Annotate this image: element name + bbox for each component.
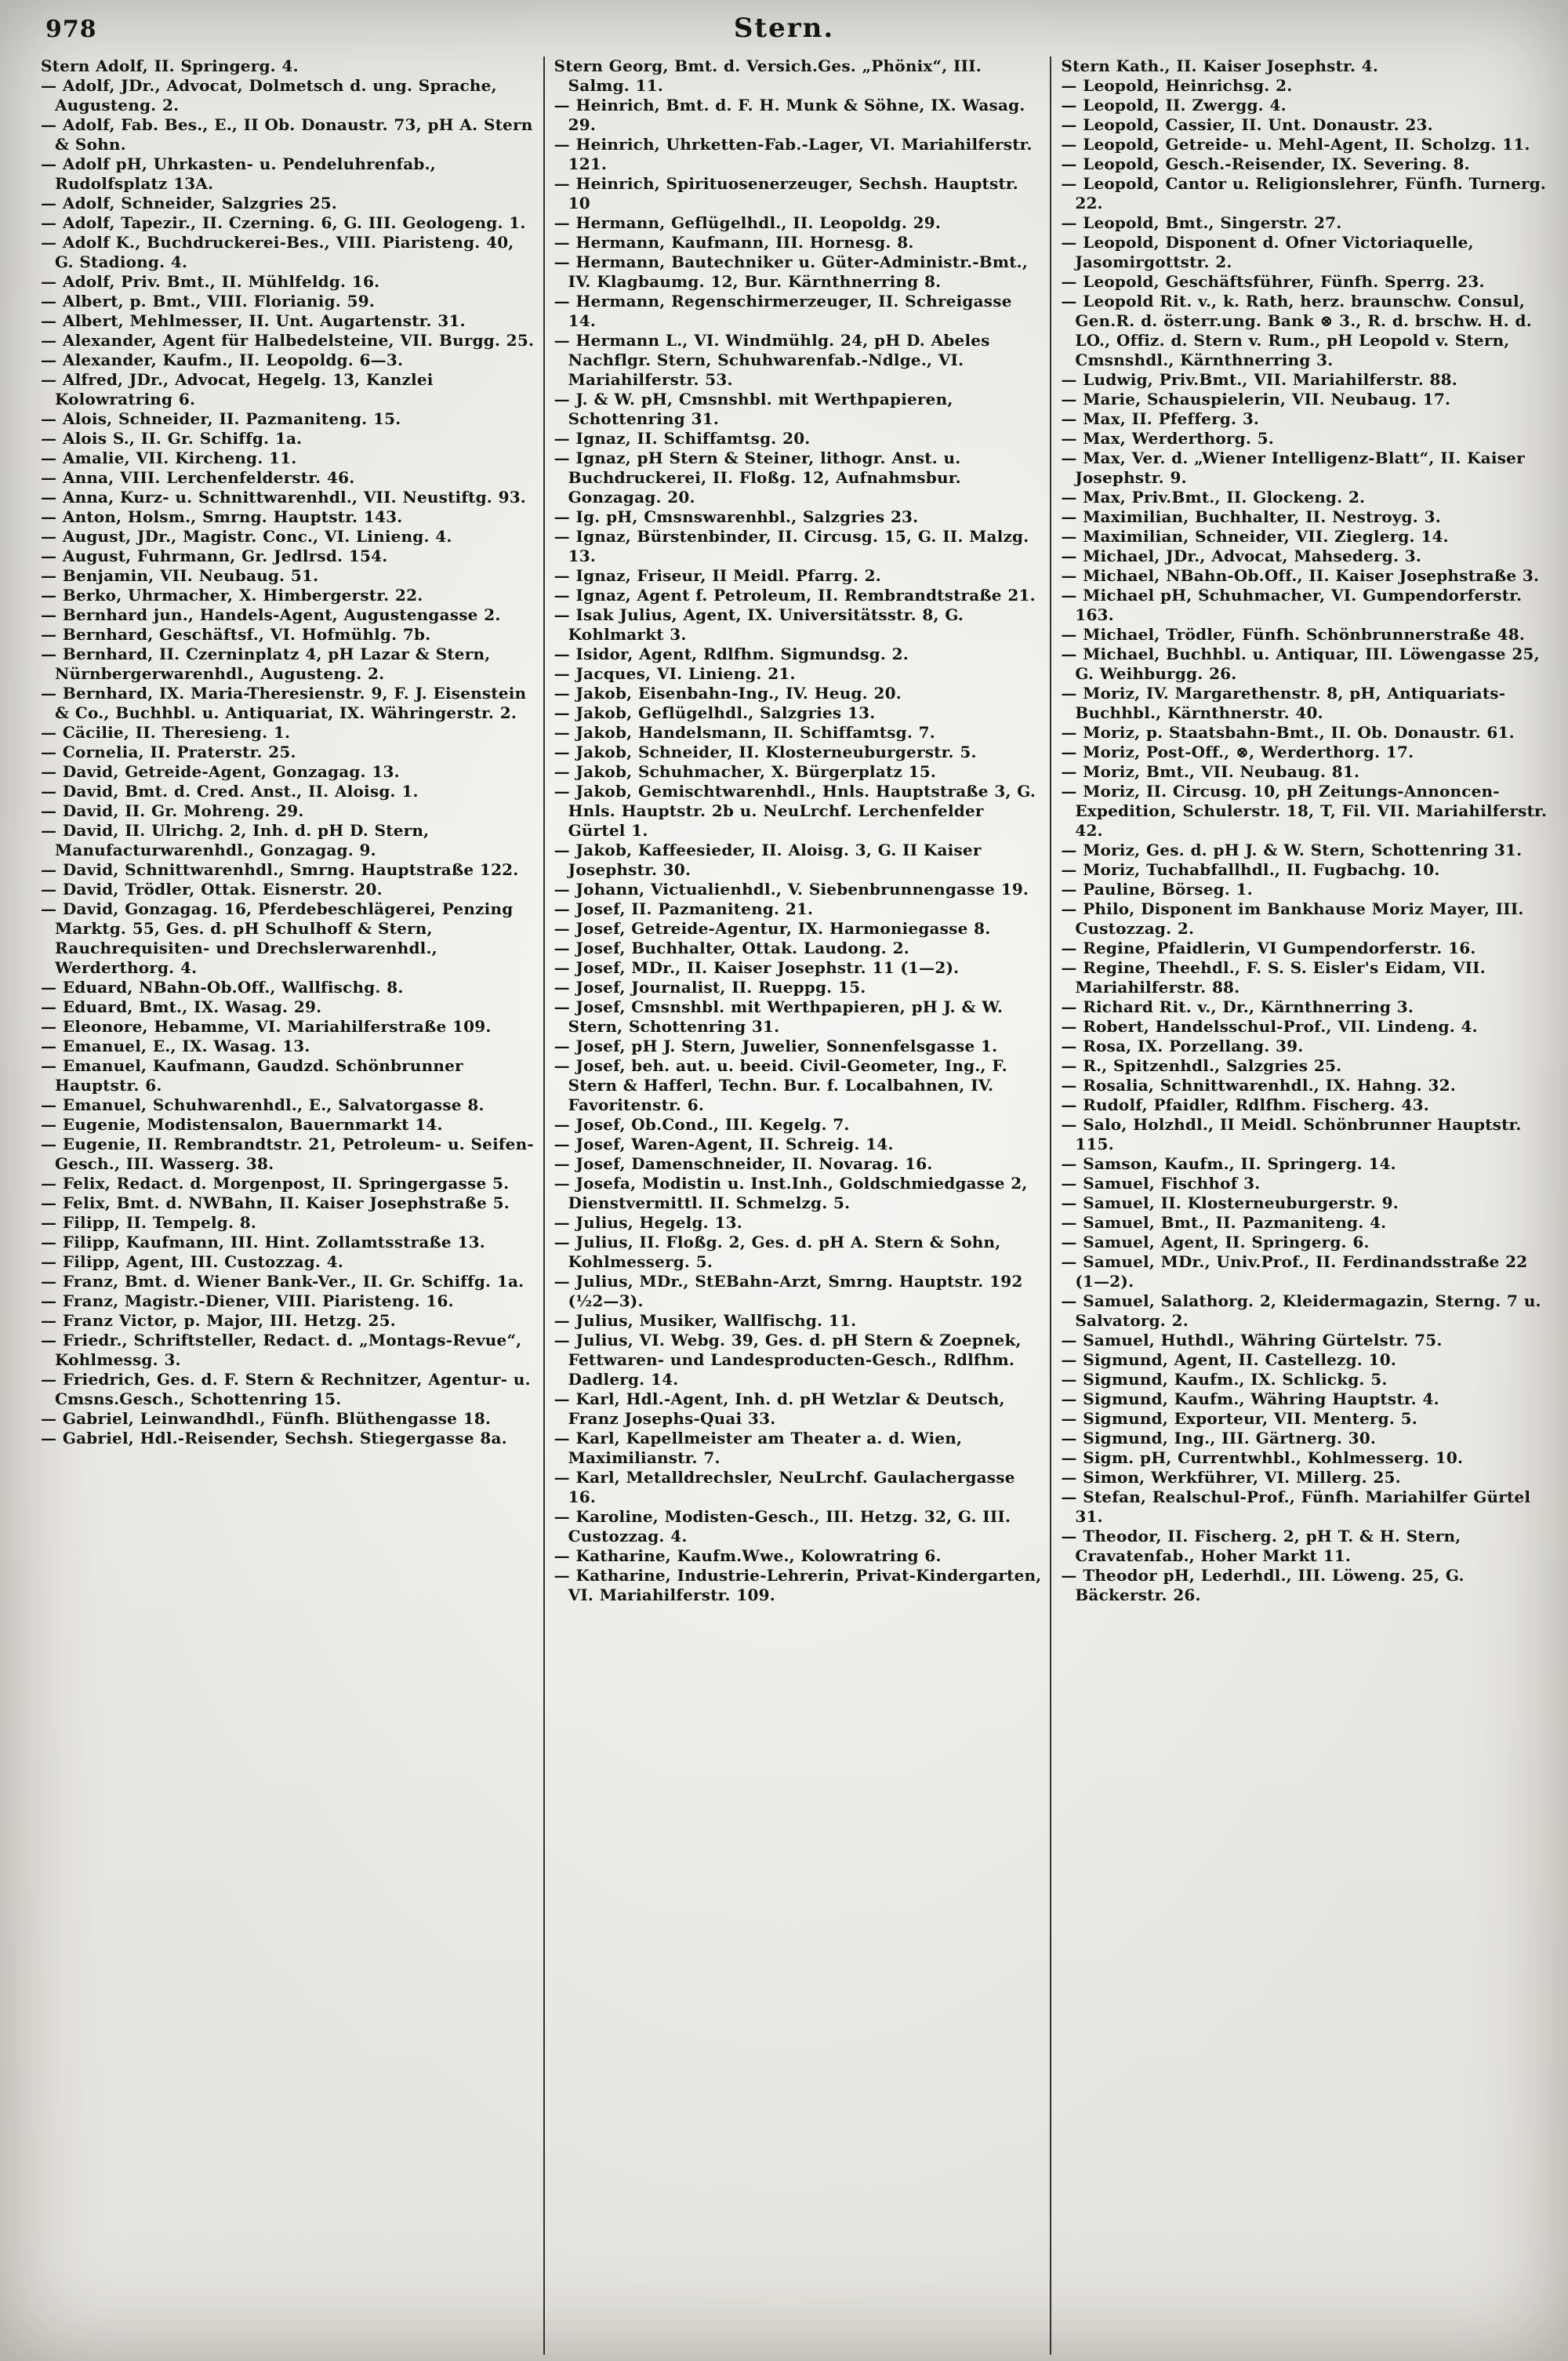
directory-entry: — Karoline, Modisten-Gesch., III. Hetzg. 32, G. III. Custozzag. 4. xyxy=(554,1507,1011,1546)
directory-entry: — Eduard, Bmt., IX. Wasag. 29. xyxy=(41,997,322,1016)
directory-entry: — Moriz, II. Circusg. 10, pH Zeitungs-Annoncen-Expedition, Schulerstr. 18, T, Fil. VII. Mariahilferstr. 42. xyxy=(1061,782,1548,840)
directory-entry: — Gabriel, Hdl.-Reisender, Sechsh. Stiegergasse 8a. xyxy=(41,1429,507,1447)
directory-entry: — Josef, pH J. Stern, Juwelier, Sonnenfelsgasse 1. xyxy=(554,1037,998,1055)
directory-entry: — Leopold, Gesch.-Reisender, IX. Severing. 8. xyxy=(1061,154,1470,173)
directory-entry: — Stefan, Realschul-Prof., Fünfh. Mariahilfer Gürtel 31. xyxy=(1061,1487,1531,1526)
directory-entry: — Franz Victor, p. Major, III. Hetzg. 25. xyxy=(41,1311,396,1330)
directory-entry: — Sigmund, Kaufm., IX. Schlickg. 5. xyxy=(1061,1370,1388,1389)
directory-entry: — Josef, Buchhalter, Ottak. Laudong. 2. xyxy=(554,939,909,957)
directory-entry: — Albert, Mehlmesser, II. Unt. Augartenstr. 31. xyxy=(41,311,466,330)
directory-entry: — Eduard, NBahn-Ob.Off., Wallfischg. 8. xyxy=(41,978,404,997)
directory-entry: — Adolf, Tapezir., II. Czerning. 6, G. III. Geologeng. 1. xyxy=(41,213,526,232)
directory-entry: — Filipp, Kaufmann, III. Hint. Zollamtsstraße 13. xyxy=(41,1233,485,1251)
directory-entry: — Michael, NBahn-Ob.Off., II. Kaiser Josephstraße 3. xyxy=(1061,566,1540,585)
directory-entry: — Albert, p. Bmt., VIII. Florianig. 59. xyxy=(41,292,375,311)
directory-entry: — Karl, Kapellmeister am Theater a. d. Wien, Maximilianstr. 7. xyxy=(554,1429,963,1467)
directory-entry: — Anton, Holsm., Smrng. Hauptstr. 143. xyxy=(41,507,403,526)
directory-entry: — David, Getreide-Agent, Gonzagag. 13. xyxy=(41,762,400,781)
directory-entry: — Jakob, Eisenbahn-Ing., IV. Heug. 20. xyxy=(554,684,902,703)
directory-entry: — Anna, VIII. Lerchenfelderstr. 46. xyxy=(41,468,355,487)
directory-entry: — Ignaz, pH Stern & Steiner, lithogr. Anst. u. Buchdruckerei, II. Floßg. 12, Aufnahmsbur. Gonzagag. 20. xyxy=(554,449,961,507)
directory-entry: — Theodor pH, Lederhdl., III. Löweng. 25, G. Bäckerstr. 26. xyxy=(1061,1566,1465,1604)
directory-entry: — Leopold, Cassier, II. Unt. Donaustr. 23. xyxy=(1061,115,1433,134)
directory-entry: — Adolf K., Buchdruckerei-Bes., VIII. Piaristeng. 40, G. Stadiong. 4. xyxy=(41,233,514,271)
directory-entry: — Marie, Schauspielerin, VII. Neubaug. 17. xyxy=(1061,390,1451,409)
directory-entry: Stern Kath., II. Kaiser Josephstr. 4. xyxy=(1061,56,1379,75)
directory-entry: — Samuel, Fischhof 3. xyxy=(1061,1174,1261,1193)
directory-entry: — Bernhard, Geschäftsf., VI. Hofmühlg. 7b. xyxy=(41,625,431,644)
directory-entry: — Josef, II. Pazmaniteng. 21. xyxy=(554,899,814,918)
directory-entry: — David, II. Ulrichg. 2, Inh. d. pH D. Stern, Manufacturwarenhdl., Gonzagag. 9. xyxy=(41,821,430,859)
directory-entry: — Michael, Trödler, Fünfh. Schönbrunnerstraße 48. xyxy=(1061,625,1525,644)
directory-entry: — Robert, Handelsschul-Prof., VII. Lindeng. 4. xyxy=(1061,1017,1478,1036)
directory-entry: — Jacques, VI. Linieng. 21. xyxy=(554,664,796,683)
directory-entry: — Samuel, Salathorg. 2, Kleidermagazin, Sterng. 7 u. Salvatorg. 2. xyxy=(1061,1291,1541,1330)
directory-entry: — Franz, Bmt. d. Wiener Bank-Ver., II. Gr. Schiffg. 1a. xyxy=(41,1272,524,1291)
directory-entry: — Maximilian, Schneider, VII. Zieglerg. 14. xyxy=(1061,527,1449,546)
directory-entry: — Julius, MDr., StEBahn-Arzt, Smrng. Hauptstr. 192 (½2—3). xyxy=(554,1272,1023,1310)
directory-entry: — Adolf, Schneider, Salzgries 25. xyxy=(41,194,338,212)
directory-entry: — Filipp, II. Tempelg. 8. xyxy=(41,1213,257,1232)
directory-entry: — Max, Ver. d. „Wiener Intelligenz-Blatt“, II. Kaiser Josephstr. 9. xyxy=(1061,449,1525,487)
directory-entry: — Eugenie, II. Rembrandtstr. 21, Petroleum- u. Seifen-Gesch., III. Wasserg. 38. xyxy=(41,1135,534,1173)
directory-entry: — Moriz, p. Staatsbahn-Bmt., II. Ob. Donaustr. 61. xyxy=(1061,723,1515,742)
directory-entry: — Friedr., Schriftsteller, Redact. d. „Montags-Revue“, Kohlmessg. 3. xyxy=(41,1331,522,1369)
directory-entry: — Moriz, Ges. d. pH J. & W. Stern, Schottenring 31. xyxy=(1061,841,1523,859)
directory-column-2 xyxy=(543,56,1051,2355)
directory-entry: — Cornelia, II. Praterstr. 25. xyxy=(41,743,296,761)
directory-entry: — David, Bmt. d. Cred. Anst., II. Aloisg. 1. xyxy=(41,782,419,801)
directory-entry: — Regine, Theehdl., F. S. S. Eisler's Eidam, VII. Mariahilferstr. 88. xyxy=(1061,958,1486,997)
directory-entry: — Filipp, Agent, III. Custozzag. 4. xyxy=(41,1252,344,1271)
directory-entry: — Katharine, Industrie-Lehrerin, Privat-Kindergarten, VI. Mariahilferstr. 109. xyxy=(554,1566,1042,1604)
directory-entry: — Leopold, Disponent d. Ofner Victoriaquelle, Jasomirgottstr. 2. xyxy=(1061,233,1474,271)
directory-entry: — Pauline, Börseg. 1. xyxy=(1061,880,1253,899)
directory-entry: — Leopold, Geschäftsführer, Fünfh. Sperrg. 23. xyxy=(1061,272,1485,291)
directory-entry: — Simon, Werkführer, VI. Millerg. 25. xyxy=(1061,1468,1401,1487)
directory-entry: — Felix, Bmt. d. NWBahn, II. Kaiser Josephstraße 5. xyxy=(41,1193,510,1212)
directory-entry: — Richard Rit. v., Dr., Kärnthnerring 3. xyxy=(1061,997,1414,1016)
directory-entry: — Julius, VI. Webg. 39, Ges. d. pH Stern & Zoepnek, Fettwaren- und Landesproducten-Gesch., Rdlfhm. Dadlerg. 14. xyxy=(554,1331,1022,1389)
directory-entry: — Ludwig, Priv.Bmt., VII. Mariahilferstr. 88. xyxy=(1061,370,1457,389)
directory-entry: — Bernhard, IX. Maria-Theresienstr. 9, F. J. Eisenstein & Co., Buchhbl. u. Antiquariat, IX. Währingerstr. 2. xyxy=(41,684,527,722)
directory-entry: — Leopold, Bmt., Singerstr. 27. xyxy=(1061,213,1342,232)
directory-entry: — Max, Priv.Bmt., II. Glockeng. 2. xyxy=(1061,488,1366,507)
directory-entry: — Samson, Kaufm., II. Springerg. 14. xyxy=(1061,1154,1396,1173)
directory-entry: — Emanuel, Schuhwarenhdl., E., Salvatorgasse 8. xyxy=(41,1095,485,1114)
directory-entry: — Julius, Hegelg. 13. xyxy=(554,1213,742,1232)
directory-entry: — Rosa, IX. Porzellang. 39. xyxy=(1061,1037,1304,1055)
directory-entry: — Eugenie, Modistensalon, Bauernmarkt 14. xyxy=(41,1115,443,1134)
directory-columns xyxy=(36,56,1557,2355)
directory-entry: — Julius, II. Floßg. 2, Ges. d. pH A. Stern & Sohn, Kohlmesserg. 5. xyxy=(554,1233,1001,1271)
directory-entry: Stern Georg, Bmt. d. Versich.Ges. „Phönix“, III. Salmg. 11. xyxy=(554,56,982,95)
directory-entry: — David, Schnittwarenhdl., Smrng. Hauptstraße 122. xyxy=(41,860,519,879)
directory-entry: — Felix, Redact. d. Morgenpost, II. Springergasse 5. xyxy=(41,1174,510,1193)
directory-entry: — Michael, JDr., Advocat, Mahsederg. 3. xyxy=(1061,547,1422,565)
directory-entry: — Leopold, II. Zwergg. 4. xyxy=(1061,96,1287,114)
directory-entry: — Josef, Getreide-Agentur, IX. Harmoniegasse 8. xyxy=(554,919,991,938)
directory-entry: — Franz, Magistr.-Diener, VIII. Piaristeng. 16. xyxy=(41,1291,454,1310)
directory-entry: — Salo, Holzhdl., II Meidl. Schönbrunner Hauptstr. 115. xyxy=(1061,1115,1522,1153)
directory-entry: — Alexander, Agent für Halbedelsteine, VII. Burgg. 25. xyxy=(41,331,535,350)
directory-entry: — Heinrich, Spirituosenerzeuger, Sechsh. Hauptstr. 10 xyxy=(554,174,1018,212)
directory-entry: — Heinrich, Bmt. d. F. H. Munk & Söhne, IX. Wasag. 29. xyxy=(554,96,1025,134)
directory-column-3 xyxy=(1050,56,1557,2355)
directory-entry: — Alfred, JDr., Advocat, Hegelg. 13, Kanzlei Kolowratring 6. xyxy=(41,370,434,409)
directory-entry: — Friedrich, Ges. d. F. Stern & Rechnitzer, Agentur- u. Cmsns.Gesch., Schottenring 15. xyxy=(41,1370,531,1408)
directory-entry: — Adolf, JDr., Advocat, Dolmetsch d. ung. Sprache, Augusteng. 2. xyxy=(41,76,497,114)
directory-entry: — Hermann, Geflügelhdl., II. Leopoldg. 29. xyxy=(554,213,942,232)
directory-entry: — Sigmund, Ing., III. Gärtnerg. 30. xyxy=(1061,1429,1377,1447)
directory-entry: — Maximilian, Buchhalter, II. Nestroyg. 3. xyxy=(1061,507,1441,526)
directory-entry: — Leopold, Getreide- u. Mehl-Agent, II. Scholzg. 11. xyxy=(1061,135,1530,154)
directory-entry: — Moriz, Post-Off., ⊗, Werderthorg. 17. xyxy=(1061,743,1414,761)
directory-entry: — Jakob, Handelsmann, II. Schiffamtsg. 7. xyxy=(554,723,935,742)
page-header xyxy=(0,13,1568,50)
directory-entry: — Josefa, Modistin u. Inst.Inh., Goldschmiedgasse 2, Dienstvermittl. II. Schmelzg. 5. xyxy=(554,1174,1028,1212)
directory-entry: — Jakob, Schuhmacher, X. Bürgerplatz 15. xyxy=(554,762,937,781)
directory-entry: — Hermann, Bautechniker u. Güter-Administr.-Bmt., IV. Klagbaumg. 12, Bur. Kärnthnerring 8. xyxy=(554,252,1028,291)
directory-entry: — Jakob, Gemischtwarenhdl., Hnls. Hauptstraße 3, G. Hnls. Hauptstr. 2b u. NeuLrchf. Lerchenfelder Gürtel 1. xyxy=(554,782,1036,840)
directory-entry: — Samuel, II. Klosterneuburgerstr. 9. xyxy=(1061,1193,1399,1212)
directory-entry: — Benjamin, VII. Neubaug. 51. xyxy=(41,566,319,585)
directory-entry: — Adolf, Fab. Bes., E., II Ob. Donaustr. 73, pH A. Stern & Sohn. xyxy=(41,115,533,154)
directory-entry: — Josef, Cmsnshbl. mit Werthpapieren, pH J. & W. Stern, Schottenring 31. xyxy=(554,997,1004,1036)
directory-entry: — Michael pH, Schuhmacher, VI. Gumpendorferstr. 163. xyxy=(1061,586,1523,624)
directory-entry: — Sigmund, Exporteur, VII. Menterg. 5. xyxy=(1061,1409,1417,1428)
directory-entry: — Ig. pH, Cmsnswarenhbl., Salzgries 23. xyxy=(554,507,919,526)
directory-entry: — Jakob, Geflügelhdl., Salzgries 13. xyxy=(554,703,876,722)
directory-entry: — R., Spitzenhdl., Salzgries 25. xyxy=(1061,1056,1342,1075)
directory-entry: — Isidor, Agent, Rdlfhm. Sigmundsg. 2. xyxy=(554,645,909,663)
directory-entry: — Johann, Victualienhdl., V. Siebenbrunnengasse 19. xyxy=(554,880,1029,899)
directory-entry: — Regine, Pfaidlerin, VI Gumpendorferstr. 16. xyxy=(1061,939,1476,957)
directory-entry: — Moriz, IV. Margarethenstr. 8, pH, Antiquariats-Buchhbl., Kärnthnerstr. 40. xyxy=(1061,684,1506,722)
directory-entry: — Josef, MDr., II. Kaiser Josephstr. 11 (1—2). xyxy=(554,958,960,977)
directory-entry: — August, Fuhrmann, Gr. Jedlrsd. 154. xyxy=(41,547,388,565)
directory-entry: — Sigmund, Agent, II. Castellezg. 10. xyxy=(1061,1350,1397,1369)
directory-entry: — Ignaz, Friseur, II Meidl. Pfarrg. 2. xyxy=(554,566,881,585)
directory-entry: — Josef, beh. aut. u. beeid. Civil-Geometer, Ing., F. Stern & Hafferl, Techn. Bur. f. Localbahnen, IV. Favoritenstr. 6. xyxy=(554,1056,1007,1114)
directory-entry: — Emanuel, E., IX. Wasag. 13. xyxy=(41,1037,310,1055)
directory-entry: — Samuel, Agent, II. Springerg. 6. xyxy=(1061,1233,1370,1251)
directory-entry: — Josef, Ob.Cond., III. Kegelg. 7. xyxy=(554,1115,850,1134)
directory-entry: — Alexander, Kaufm., II. Leopoldg. 6—3. xyxy=(41,351,404,369)
directory-entry: — Leopold Rit. v., k. Rath, herz. braunschw. Consul, Gen.R. d. österr.ung. Bank ⊗ 3., R. d. brschw. H. d. LO., Offiz. d. Stern v. Rum., pH Leopold v. Stern, Cmsnshdl., Kärnthnerring 3. xyxy=(1061,292,1532,369)
directory-entry: — Adolf, Priv. Bmt., II. Mühlfeldg. 16. xyxy=(41,272,380,291)
directory-entry: — Emanuel, Kaufmann, Gaudzd. Schönbrunner Hauptstr. 6. xyxy=(41,1056,463,1095)
directory-entry: — Max, II. Pfefferg. 3. xyxy=(1061,409,1260,428)
directory-entry: Stern Adolf, II. Springerg. 4. xyxy=(41,56,299,75)
directory-entry: — Alois S., II. Gr. Schiffg. 1a. xyxy=(41,429,303,448)
directory-entry: — Bernhard, II. Czerninplatz 4, pH Lazar & Stern, Nürnbergerwarenhdl., Augusteng. 2. xyxy=(41,645,491,683)
page-number: 978 xyxy=(45,16,97,43)
directory-entry: — Ignaz, II. Schiffamtsg. 20. xyxy=(554,429,811,448)
directory-entry: — Hermann, Kaufmann, III. Hornesg. 8. xyxy=(554,233,914,252)
directory-entry: — Adolf pH, Uhrkasten- u. Pendeluhrenfab., Rudolfsplatz 13A. xyxy=(41,154,436,193)
directory-entry: — David, II. Gr. Mohreng. 29. xyxy=(41,801,304,820)
directory-entry: — Hermann, Regenschirmerzeuger, II. Schreigasse 14. xyxy=(554,292,1012,330)
directory-entry: — Josef, Journalist, II. Rueppg. 15. xyxy=(554,978,866,997)
directory-entry: — Rudolf, Pfaidler, Rdlfhm. Fischerg. 43. xyxy=(1061,1095,1429,1114)
directory-entry: — Theodor, II. Fischerg. 2, pH T. & H. Stern, Cravatenfab., Hoher Markt 11. xyxy=(1061,1527,1461,1565)
directory-entry: — Karl, Metalldrechsler, NeuLrchf. Gaulachergasse 16. xyxy=(554,1468,1015,1506)
directory-entry: — Moriz, Bmt., VII. Neubaug. 81. xyxy=(1061,762,1360,781)
directory-entry: — Rosalia, Schnittwarenhdl., IX. Hahng. 32. xyxy=(1061,1076,1456,1095)
directory-entry: — Ignaz, Agent f. Petroleum, II. Rembrandtstraße 21. xyxy=(554,586,1036,605)
directory-entry: — Gabriel, Leinwandhdl., Fünfh. Blüthengasse 18. xyxy=(41,1409,492,1428)
directory-entry: — Jakob, Kaffeesieder, II. Aloisg. 3, G. II Kaiser Josephstr. 30. xyxy=(554,841,982,879)
directory-entry: — Philo, Disponent im Bankhause Moriz Mayer, III. Custozzag. 2. xyxy=(1061,899,1524,938)
directory-entry: — Hermann L., VI. Windmühlg. 24, pH D. Abeles Nachflgr. Stern, Schuhwarenfab.-Ndlge., VI. Mariahilferstr. 53. xyxy=(554,331,990,389)
directory-entry: — Samuel, Bmt., II. Pazmaniteng. 4. xyxy=(1061,1213,1387,1232)
directory-entry: — Jakob, Schneider, II. Klosterneuburgerstr. 5. xyxy=(554,743,977,761)
directory-entry: — Alois, Schneider, II. Pazmaniteng. 15. xyxy=(41,409,401,428)
directory-entry: — Berko, Uhrmacher, X. Himbergerstr. 22. xyxy=(41,586,423,605)
directory-entry: — Sigm. pH, Currentwhbl., Kohlmesserg. 10. xyxy=(1061,1448,1464,1467)
directory-entry: — Samuel, Huthdl., Währing Gürtelstr. 75. xyxy=(1061,1331,1443,1349)
directory-entry: — Julius, Musiker, Wallfischg. 11. xyxy=(554,1311,857,1330)
directory-entry: — Karl, Hdl.-Agent, Inh. d. pH Wetzlar & Deutsch, Franz Josephs-Quai 33. xyxy=(554,1389,1005,1428)
directory-entry: — Leopold, Cantor u. Religionslehrer, Fünfh. Turnerg. 22. xyxy=(1061,174,1547,212)
directory-entry: — Michael, Buchhbl. u. Antiquar, III. Löwengasse 25, G. Weihburgg. 26. xyxy=(1061,645,1540,683)
directory-entry: — J. & W. pH, Cmsnshbl. mit Werthpapieren, Schottenring 31. xyxy=(554,390,953,428)
directory-entry: — Eleonore, Hebamme, VI. Mariahilferstraße 109. xyxy=(41,1017,492,1036)
directory-entry: — David, Gonzagag. 16, Pferdebeschlägerei, Penzing Marktg. 55, Ges. d. pH Schulhoff & Stern, Rauchrequisiten- und Drechslerwarenhdl., Werderthorg. 4. xyxy=(41,899,514,977)
directory-entry: — Sigmund, Kaufm., Währing Hauptstr. 4. xyxy=(1061,1389,1439,1408)
directory-entry: — Josef, Damenschneider, II. Novarag. 16. xyxy=(554,1154,933,1173)
directory-entry: — David, Trödler, Ottak. Eisnerstr. 20. xyxy=(41,880,383,899)
directory-entry: — August, JDr., Magistr. Conc., VI. Linieng. 4. xyxy=(41,527,452,546)
directory-entry: — Isak Julius, Agent, IX. Universitätsstr. 8, G. Kohlmarkt 3. xyxy=(554,605,964,644)
directory-entry: — Amalie, VII. Kircheng. 11. xyxy=(41,449,297,467)
directory-entry: — Max, Werderthorg. 5. xyxy=(1061,429,1274,448)
directory-entry: — Leopold, Heinrichsg. 2. xyxy=(1061,76,1293,95)
directory-entry: — Josef, Waren-Agent, II. Schreig. 14. xyxy=(554,1135,894,1153)
directory-entry: — Cäcilie, II. Theresieng. 1. xyxy=(41,723,291,742)
directory-entry: — Samuel, MDr., Univ.Prof., II. Ferdinandsstraße 22 (1—2). xyxy=(1061,1252,1528,1291)
directory-column-1 xyxy=(36,56,543,2355)
directory-entry: — Bernhard jun., Handels-Agent, Augustengasse 2. xyxy=(41,605,501,624)
directory-entry: — Heinrich, Uhrketten-Fab.-Lager, VI. Mariahilferstr. 121. xyxy=(554,135,1033,173)
directory-entry: — Moriz, Tuchabfallhdl., II. Fugbachg. 10. xyxy=(1061,860,1440,879)
directory-entry: — Ignaz, Bürstenbinder, II. Circusg. 15, G. II. Malzg. 13. xyxy=(554,527,1029,565)
page-title: Stern. xyxy=(733,13,835,44)
directory-entry: — Katharine, Kaufm.Wwe., Kolowratring 6. xyxy=(554,1546,942,1565)
directory-entry: — Anna, Kurz- u. Schnittwarenhdl., VII. Neustiftg. 93. xyxy=(41,488,526,507)
